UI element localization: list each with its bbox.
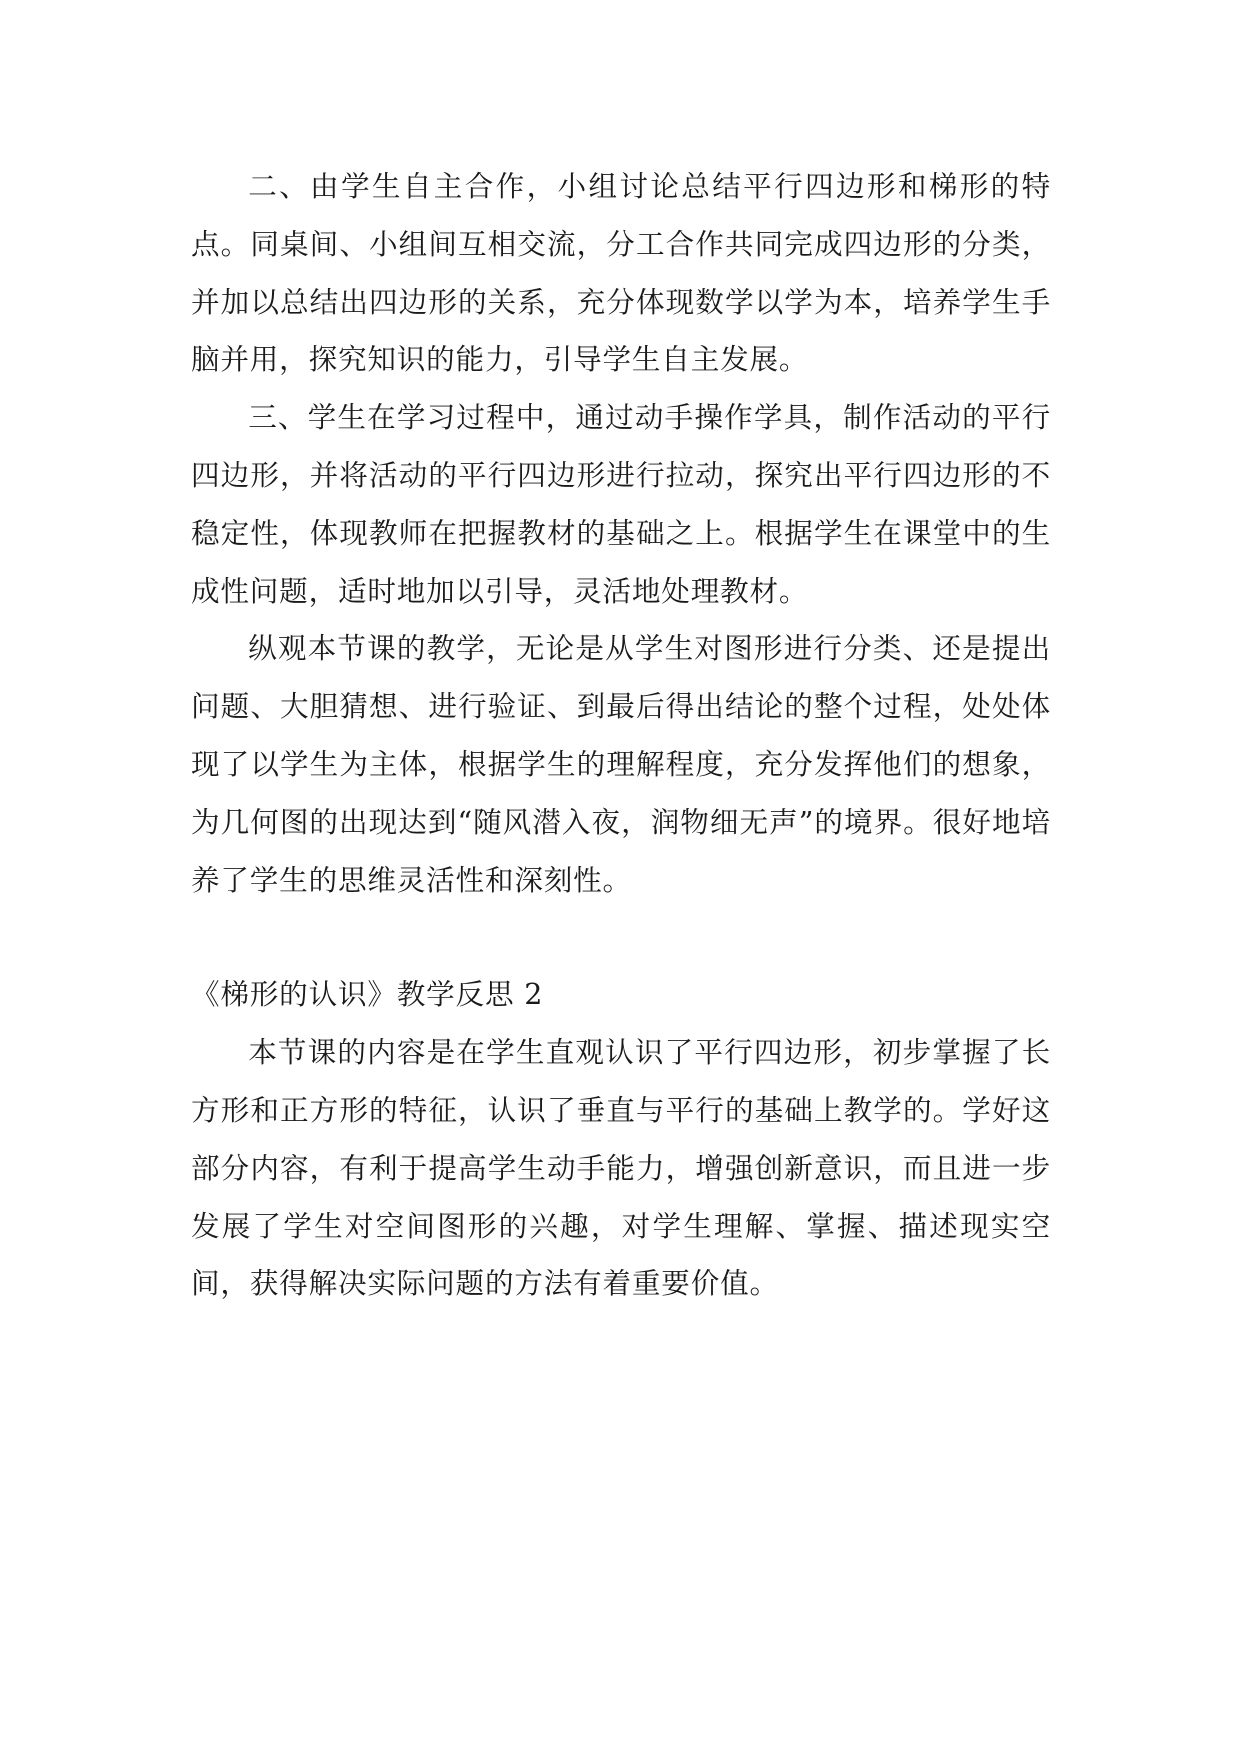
section-gap — [191, 909, 1051, 966]
document-body — [191, 158, 1051, 1313]
paragraph-cooperation: 二、由学生自主合作，小组讨论总结平行四边形和梯形的特点。同桌间、小组间互相交流，分工合作共同完成四边形的分类，并加以总结出四边形的关系，充分体现数学以学为本，培养学生手脑并用，探究知识的能力，引导学生自主发展。 — [191, 169, 1051, 377]
paragraph-lesson-content: 本节课的内容是在学生直观认识了平行四边形，初步掌握了长方形和正方形的特征，认识了垂直与平行的基础上教学的。学好这部分内容，有利于提高学生动手能力，增强创新意识，而且进一步发展了学生对空间图形的兴趣，对学生理解、掌握、描述现实空间，获得解决实际问题的方法有着重要价值。 — [191, 1035, 1051, 1301]
paragraph-overview: 纵观本节课的教学，无论是从学生对图形进行分类、还是提出问题、大胆猜想、进行验证、到最后得出结论的整个过程，处处体现了以学生为主体，根据学生的理解程度，充分发挥他们的想象，为几何图的出现达到“随风潜入夜，润物细无声”的境界。很好地培养了学生的思维灵活性和深刻性。 — [191, 631, 1051, 897]
section-title: 《梯形的认识》教学反思 2 — [191, 977, 544, 1012]
paragraph-hands-on: 三、学生在学习过程中，通过动手操作学具，制作活动的平行四边形，并将活动的平行四边形进行拉动，探究出平行四边形的不稳定性，体现教师在把握教材的基础之上。根据学生在课堂中的生成性问题，适时地加以引导，灵活地处理教材。 — [191, 400, 1051, 608]
